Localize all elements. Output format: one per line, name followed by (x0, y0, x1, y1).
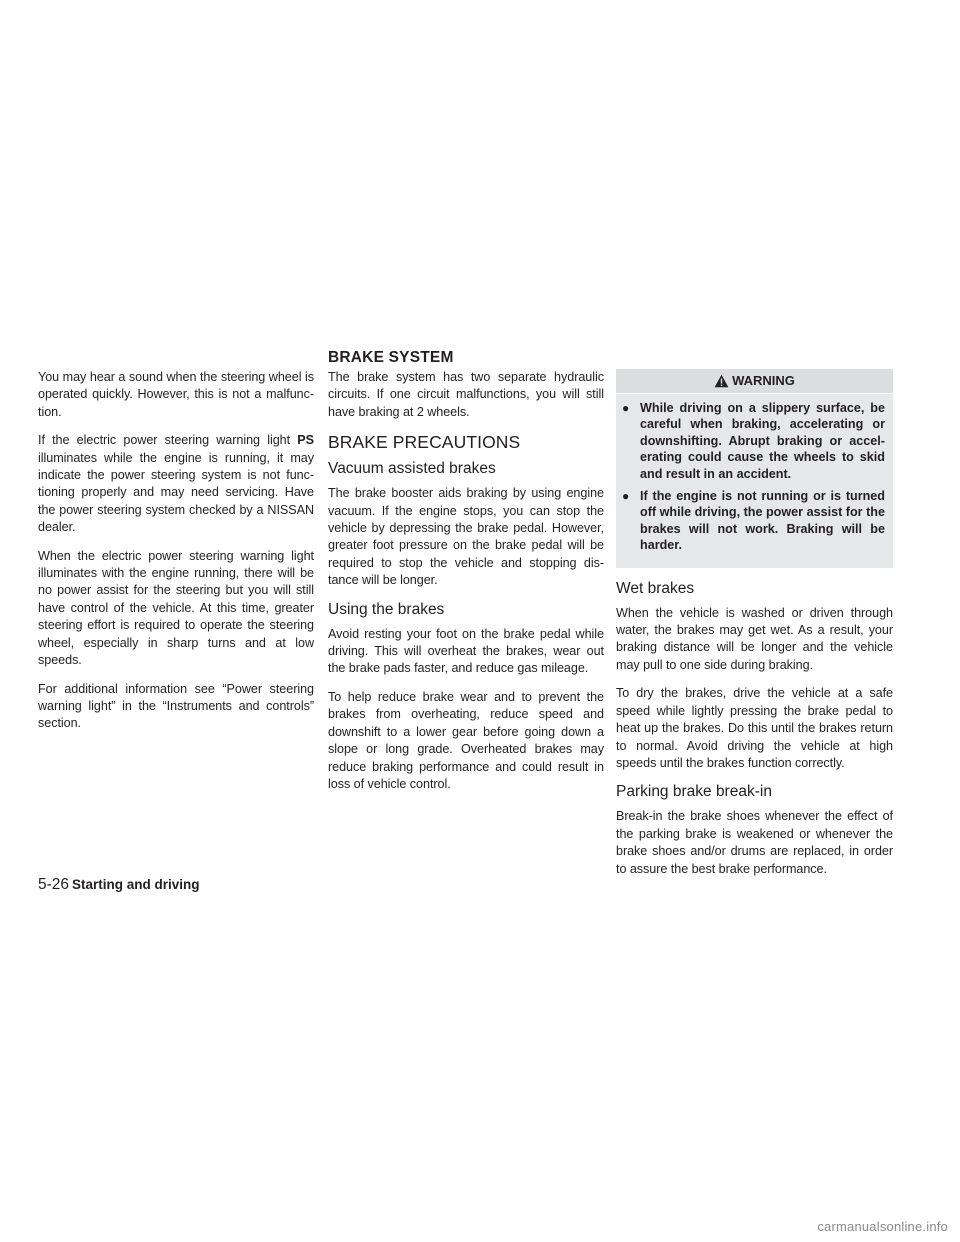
section-title: BRAKE SYSTEM (328, 349, 454, 366)
page-number: 5-26 (38, 876, 70, 893)
heading-parking-brake-break-in: Parking brake break-in (616, 783, 772, 801)
warning-item-text: If the engine is not running or is turned off while driving, the power assist for the brakes will not work. Braking will be harder. (640, 489, 885, 553)
paragraph: To dry the brakes, drive the vehicle at a safe speed while lightly pressing the brake pedal to heat up the brakes. Do this until the brakes return to normal. Avoid driving the vehicle at high speeds until the brakes function correctly. (616, 686, 893, 770)
paragraph-text: If the electric power steering warning light (38, 433, 298, 448)
paragraph: To help reduce brake wear and to prevent the brakes from overheating, reduce speed and downshift to a lower gear before going down a slope or long grade. Overheated brakes may reduce braking performance and could result in loss of vehicle control. (328, 689, 604, 791)
warning-label: WARNING (732, 373, 795, 388)
paragraph-text: illuminates while the engine is running, it may indicate the power steering system is not func-tioning properly and may need servicing. Have the power steering system checked by a NISSAN dealer. (38, 450, 314, 535)
column-right (616, 369, 893, 889)
paragraph (38, 432, 314, 536)
watermark: carmanualsonline.info (817, 1219, 948, 1234)
bullet-icon: ● (622, 401, 630, 415)
page-footer (38, 876, 200, 894)
chapter-title: Starting and driving (72, 877, 200, 892)
warning-header (616, 369, 893, 394)
paragraph: When the electric power steering warning light illuminates with the engine running, there will be no power assist for the steering but you will still have control of the vehicle. At this time, greater steering effort is required to operate the steering wheel, especially in sharp turns and at low speeds. (38, 548, 314, 668)
paragraph: The brake system has two separate hydraulic circuits. If one circuit malfunctions, you will still have braking at 2 wheels. (328, 370, 604, 419)
column-middle (328, 369, 604, 804)
paragraph: You may hear a sound when the steering wheel is operated quickly. However, this is not a malfunc-tion. (38, 370, 314, 419)
column-left (38, 369, 314, 744)
heading-using-the-brakes: Using the brakes (328, 600, 445, 618)
warning-item-text: While driving on a slippery surface, be careful when braking, accelerating or downshifting. Abrupt braking or accel-erating could cause the wheels to skid and result in an accident. (640, 401, 885, 481)
warning-item (622, 400, 885, 482)
paragraph: The brake booster aids braking by using engine vacuum. If the engine stops, you can stop the vehicle by depressing the brake pedal. However, greater foot pressure on the brake pedal will be required to stop the vehicle and stopping dis-tance will be longer. (328, 486, 604, 588)
ps-warning-symbol: PS (297, 433, 314, 448)
warning-triangle-icon (714, 374, 729, 388)
bullet-icon: ● (622, 489, 630, 504)
heading-brake-precautions: BRAKE PRECAUTIONS (328, 432, 521, 453)
heading-wet-brakes: Wet brakes (616, 579, 695, 597)
paragraph: Avoid resting your foot on the brake pedal while driving. This will overheat the brakes, wear out the brake pads faster, and reduce gas mileage. (328, 626, 604, 676)
paragraph: For additional information see “Power steering warning light” in the “Instruments and controls” section. (38, 681, 314, 731)
warning-item (622, 488, 885, 554)
warning-box (616, 369, 893, 568)
paragraph: Break-in the brake shoes whenever the effect of the parking brake is weakened or whenever the brake shoes and/or drums are replaced, in order to assure the best brake performance. (616, 809, 893, 876)
paragraph: When the vehicle is washed or driven through water, the brakes may get wet. As a result, your braking distance will be longer and the vehicle may pull to one side during braking. (616, 605, 893, 672)
heading-vacuum-assisted-brakes: Vacuum assisted brakes (328, 460, 496, 478)
